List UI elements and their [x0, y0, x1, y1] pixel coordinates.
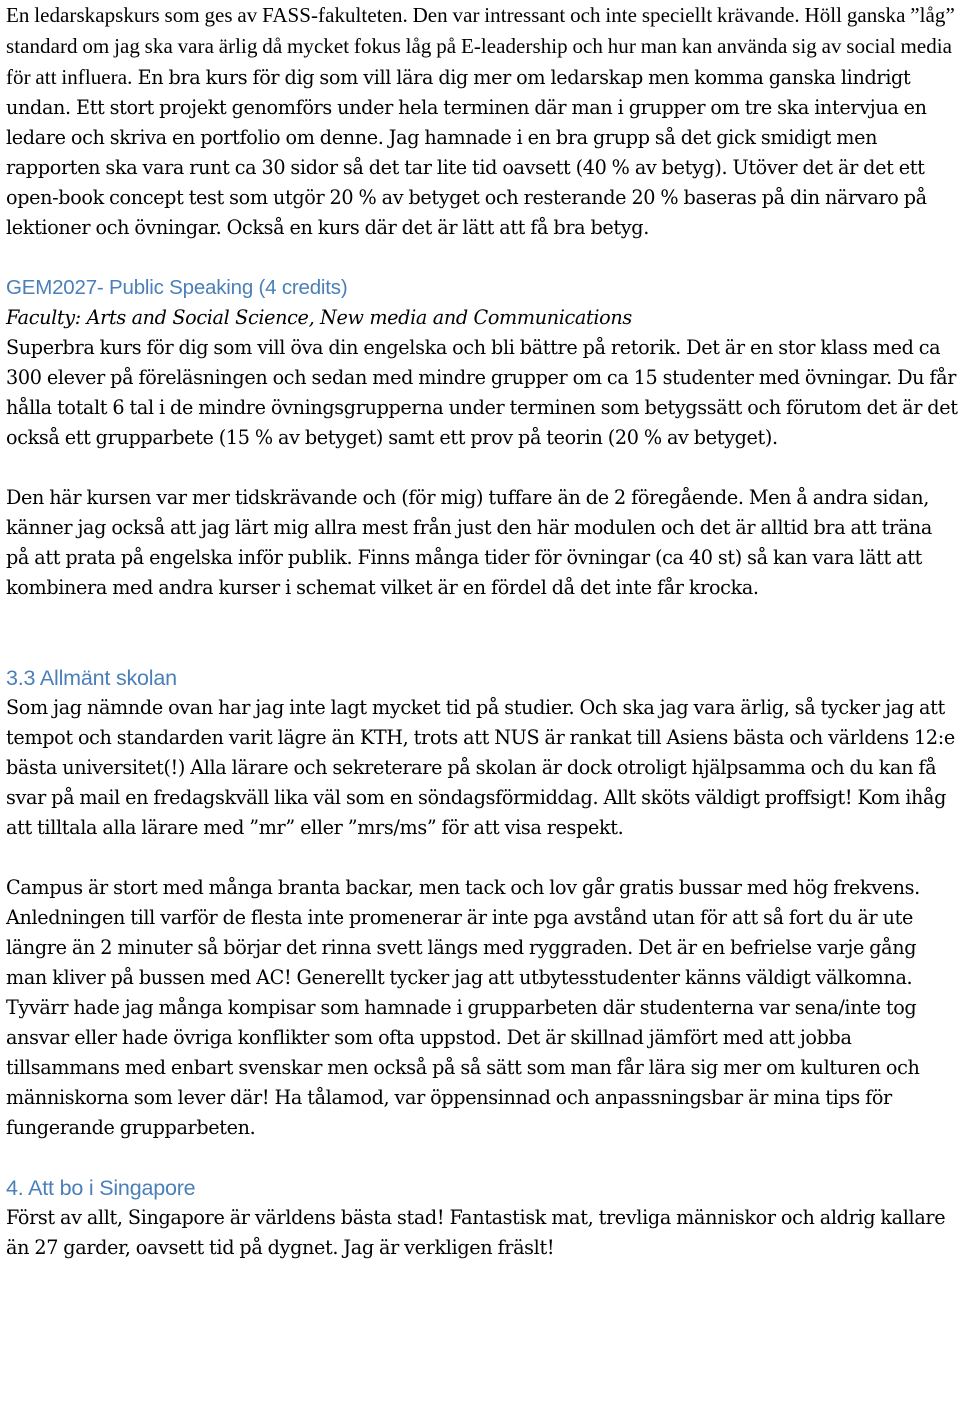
intro-sentence-sans: En ledarskapskurs som ges av FASS-fakulteten. Den var intressant och inte speciellt krävande. Höll ganska ”låg” standard om jag ska vara ärlig då mycket fokus låg på E-leadership och hur man kan använda sig av social media för att influera. [6, 3, 955, 89]
spacer [6, 843, 958, 873]
section-heading-4: 4. Att bo i Singapore [6, 1176, 196, 1200]
course-heading-gem2027: GEM2027- Public Speaking (4 credits) [6, 276, 348, 299]
document-body [6, 0, 958, 1263]
gem2027-paragraph-2: Den här kursen var mer tidskrävande och (för mig) tuffare än de 2 föregående. Men å andra sidan, känner jag också att jag lärt mig allra mest från just den här modulen och det är alltid bra att träna på att prata på engelska inför publik. Finns många tider för övningar (ca 40 st) så kan vara lätt att kombinera med andra kurser i schemat vilket är en fördel då det inte får krocka. [6, 486, 932, 599]
spacer [6, 1143, 958, 1173]
intro-rest: En bra kurs för dig som vill lära dig mer om ledarskap men komma ganska lindrigt undan. Ett stort projekt genomförs under hela terminen där man i grupper om tre ska intervjua en ledare och skriva en portfolio om denne. Jag hamnade i en bra grupp så det gick smidigt men rapporten ska vara runt ca 30 sidor så det tar lite tid oavsett (40 % av betyg). Utöver det är det ett open-book concept test som utgör 20 % av betyget och resterande 20 % baseras på din närvaro på lektioner och övningar. Också en kurs där det är lätt att få bra betyg. [6, 66, 927, 239]
intro-paragraph [6, 0, 958, 243]
course-faculty-gem2027: Faculty: Arts and Social Science, New media and Communications [6, 306, 632, 329]
spacer [6, 453, 958, 483]
section-3-3-paragraph-2: Campus är stort med många branta backar, men tack och lov går gratis bussar med hög frekvens. Anledningen till varför de flesta inte promenerar är inte pga avstånd utan för att så fort du är ute längre än 2 minuter så börjar det rinna svett längs med ryggraden. Det är en befrielse varje gång man kliver på bussen med AC! Generellt tycker jag att utbytesstudenter känns väldigt välkomna. Tyvärr hade jag många kompisar som hamnade i grupparbeten där studenterna var sena/inte tog ansvar eller hade övriga konflikter som ofta uppstod. Det är skillnad jämfört med att jobba tillsammans med enbart svenskar men också på så sätt som man får lära sig mer om kulturen och människorna som lever där! Ha tålamod, var öppensinnad och anpassningsbar är mina tips för fungerande grupparbeten. [6, 876, 920, 1139]
section-3-3-paragraph-1: Som jag nämnde ovan har jag inte lagt mycket tid på studier. Och ska jag vara ärlig, så tycker jag att tempot och standarden varit lägre än KTH, trots att NUS är rankat till Asiens bästa och världens 12:e bästa universitet(!) Alla lärare och sekreterare på skolan är dock otroligt hjälpsamma och du kan få svar på mail en fredagskväll lika väl som en söndagsförmiddag. Allt sköts väldigt proffsigt! Kom ihåg att tilltala alla lärare med ”mr” eller ”mrs/ms” för att visa respekt. [6, 696, 955, 839]
spacer [6, 243, 958, 273]
section-heading-3-3: 3.3 Allmänt skolan [6, 666, 177, 690]
section-4-paragraph-1: Först av allt, Singapore är världens bästa stad! Fantastisk mat, trevliga människor och aldrig kallare än 27 garder, oavsett tid på dygnet. Jag är verkligen fräslt! [6, 1206, 946, 1259]
spacer [6, 603, 958, 663]
gem2027-paragraph-1: Superbra kurs för dig som vill öva din engelska och bli bättre på retorik. Det är en stor klass med ca 300 elever på föreläsningen och sedan med mindre grupper om ca 15 studenter med övningar. Du får hålla totalt 6 tal i de mindre övningsgrupperna under terminen som betygssätt och förutom det är det också ett grupparbete (15 % av betyget) samt ett prov på teorin (20 % av betyget). [6, 336, 958, 449]
